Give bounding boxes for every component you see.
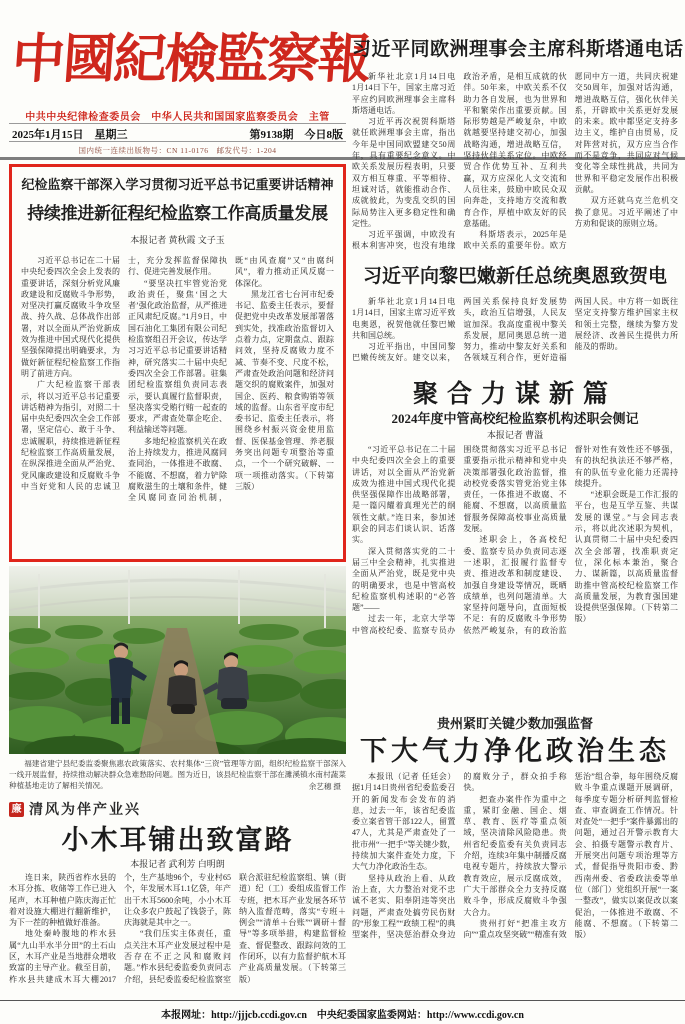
mushroom-article-body bbox=[9, 872, 346, 995]
footer-website-line: 本报网址：http://jjjcb.ccdi.gov.cn 中央纪委国家监委网站：http://www.ccdi.gov.cn bbox=[161, 1010, 524, 1021]
paragraph: 深入贯彻落实党的二十届三中全会精神，扎实推进全面从严治党，既是党中央的明确要求，也是中管高校纪检监察机构述职的“必答题”—— bbox=[352, 546, 456, 613]
europe-article-headline: 习近平同欧洲理事会主席科斯塔通电话 bbox=[352, 39, 684, 60]
photo-caption: 福建省建宁县纪委监委聚焦惠农政策落实、农村集体“三资”管理等方面，组织纪检监察干部深入一线开展监督，持续推动解决群众急难愁盼问题。图为近日，该县纪检监察干部在濉溪镇水南村蔬菜种植基地走访了解相关情况。 bbox=[9, 759, 346, 790]
photo-credit: 余艺穗 摄 bbox=[308, 782, 341, 791]
paragraph: 习近平再次祝贺科斯塔就任欧洲理事会主席，指出今年是中国同欧盟建交50周年，具有重要纪念意义。中欧关系发展历程表明，只要双方相互尊重、平等相待、坦诚对话，就能推动合作、成就彼此，为变乱交织的国际局势注入更多稳定性和确定性。 bbox=[352, 117, 456, 228]
paragraph: 新华社北京1月14日电 1月14日，国家主席习近平致电奥恩，祝贺他就任黎巴嫩共和国总统。 bbox=[352, 297, 464, 340]
mushroom-article-headline: 小木耳铺出致富路 bbox=[61, 825, 294, 855]
mushroom-article-byline: 本报记者 武利芳 白明朗 bbox=[130, 859, 225, 869]
paragraph: 双方还就乌克兰危机交换了意见。习近平阐述了中方劝和促谈的原则立场。 bbox=[574, 196, 678, 228]
paragraph: “习近平总书记在二十届中央纪委四次全会上的重要讲话，对以全面从严治党新成效为推进中国式现代化提供坚强保障作出战略部署，是一篇闪耀着真理光芒的纲领性文献。”连日来，参加述职会的同志们谈认识、话落实。 bbox=[352, 445, 456, 545]
guizhou-article-headline: 下大气力净化政治生态 bbox=[360, 736, 670, 766]
guizhou-article-body bbox=[352, 771, 678, 994]
lead-article-kicker: 纪检监察干部深入学习贯彻习近平总书记重要讲话精神 bbox=[21, 177, 334, 192]
paragraph: 多地纪检监察机关在政治上持续发力，推进风腐同查同治，一体推进不敢腐、不能腐、不想腐，着力铲除腐败滋生的土壤和条件，健全风腐同查同治机制，既“由风查腐”又“由腐纠风”，着力推动正风反腐一体深化。 bbox=[128, 256, 334, 503]
lebanon-article-headline: 习近平向黎巴嫩新任总统奥恩致贺电 bbox=[362, 266, 667, 287]
paragraph: 地处秦岭腹地的柞水县属“九山半水半分田”的土石山区，木耳产业是当地群众增收致富的主导产业。截至目前，柞水县共建成木耳大棚2017个，生产基地96个，专业村65个，年发展木耳1.1亿袋，年产出干木耳5600余吨，小小木耳让众多农户鼓起了钱袋子，陈庆海就是其中之一。 bbox=[9, 873, 231, 984]
paragraph: 科斯塔表示，2025年是欧中关系的重要年份。欧方愿同中方一道，共同庆祝建交50周年，加强对话沟通，增进战略互信，强化伙伴关系，开辟欧中关系更好发展的未来。欧中都坚定支持多边主义，维护自由贸易，反对阵营对抗，双方应当合作而不是竞争，共同应对气候变化等全球性挑战，共同为世界和平稳定发展作出积极贡献。 bbox=[463, 72, 678, 251]
issue-number: 第9138期 今日8版 bbox=[249, 129, 343, 141]
column-label: 清风为伴产业兴 bbox=[29, 803, 141, 818]
paragraph: 黑龙江省七台河市纪委书记、监委主任表示，要督促把党中央改革发展部署落到实处，找准政治监督切入点着力点，定期盘点、跟踪问效，坚持反腐败力度不减、节奏不变、尺度不松，严肃查处政治问题和经济问题交织的腐败案件，加强对国企、医药、粮食购销等领域的监督。山东省平度市纪委书记、监委主任表示，将围绕乡村振兴资金使用监督、医保基金管理、养老服务突出问题专项整治等重点，一个一个研究破解、一项一项推动落实。（下转第三版） bbox=[235, 289, 334, 491]
column-header bbox=[9, 799, 141, 819]
publication-code: 国内统一连续出版物号：CN 11-0176 邮发代号：1-204 bbox=[78, 146, 277, 155]
paragraph: 把查办案件作为重中之重，紧盯金融、国企、烟草、教育、医疗等重点领域，坚决清除风险隐患。贵州省纪委监委有关负责同志介绍，连续3年集中制播反腐电视专题片，持续放大警示教育效应，展示反腐成效，广大干部群众全力支持反腐败斗争，形成反腐败斗争强大合力。 bbox=[463, 794, 567, 917]
column-seal-icon: 廉 bbox=[9, 802, 24, 817]
publication-date: 2025年1月15日 星期三 bbox=[12, 129, 128, 141]
paragraph: 坚持从政治上看、从政治上查，大力整治对党不忠诚不老实、阳奉阴违等突出问题，严肃查处搞劳民伤财的“形象工程”“政绩工程”的典型案件，坚决惩治群众身边的腐败分子，群众拍手称快。 bbox=[352, 772, 567, 940]
masthead-dateline bbox=[9, 126, 346, 142]
meeting-article-byline: 本报记者 曹溢 bbox=[486, 430, 544, 440]
paragraph: 本报讯（记者 任廷会）据1月14日贵州省纪委监委召开的新闻发布会发布的消息，过去一年，该省纪委监委立案省管干部122人，留置47人，尤其是严肃查处了一批市州“一把手”等关键少数，持续加大案件查处力度，下大气力净化政治生态。 bbox=[352, 772, 456, 872]
paragraph: 习近平总书记在二十届中央纪委四次全会上发表的重要讲话，深刻分析党风廉政建设和反腐败斗争形势，对坚决打赢反腐败斗争攻坚战、持久战、总体战作出部署，对以全面从严治党新成效为推进中国式现代化提供坚强保障提出明确要求，为做好新征程纪检监察工作指明了前进方向。 bbox=[21, 256, 120, 378]
lead-article-headline: 持续推进新征程纪检监察工作高质量发展 bbox=[27, 204, 328, 223]
paragraph: 广大纪检监察干部表示，将以习近平总书记重要讲话精神为指引，对照二十届中央纪委四次全会工作部署，坚定信心、敢于斗争、忠诚履职，持续推进新征程纪检监察工作高质量发展，在纵深推进全面从严治党、党风廉政建设和反腐败斗争中当好党和人民的忠诚卫士，充分发挥监督保障执行、促进完善发展作用。 bbox=[21, 256, 227, 491]
lebanon-article-body bbox=[352, 296, 678, 376]
paragraph: 述职会上，各高校纪委、监察专员办负责同志逐一述职，汇报履行监督专责、推进改革和制度建设、加强自身建设等情况，既晒成绩单，也列问题清单。大家坚持问题导向，直面短板不足：有的反腐败斗争形势依然严峻复杂，有的政治监督针对性有效性还不够强，有的执纪执法还不够严格，有的队伍专业化能力还需持续提升。 bbox=[463, 445, 678, 635]
paragraph: 过去一年，北京大学等中管高校纪委、监察专员办围绕贯彻落实习近平总书记重要指示批示精神和党中央决策部署强化政治监督，推动校党委落实管党治党主体责任，一体推进不敢腐、不能腐、不想腐，以高质量监督服务保障高校事业高质量发展。 bbox=[352, 445, 567, 635]
masthead-supervisor-line: 中共中央纪律检查委员会 中华人民共和国国家监察委员会 主管 bbox=[25, 112, 330, 123]
meeting-article-body bbox=[352, 444, 678, 706]
paragraph: 习近平指出，中国同黎巴嫩传统友好。建交以来，两国关系保持良好发展势头，政治互信增强，人民友谊加深。我高度重视中黎关系发展，愿同奥恩总统一道努力，推动中黎友好关系和各领域互利合作，更好造福两国人民。中方将一如既往坚定支持黎方维护国家主权和领土完整，继续为黎方发展经济、改善民生提供力所能及的帮助。 bbox=[352, 297, 678, 363]
paragraph: 习近平强调，中欧没有根本利害冲突，也没有地缘政治矛盾，是相互成就的伙伴。50年来，中欧关系不仅助力各自发展，也为世界和平和繁荣作出重要贡献。国际形势越是严峻复杂，中欧就越要坚持建交初心，加强战略沟通，增进战略互信，坚持伙伴关系定位。中欧经贸合作优势互补、互利共赢，双方应深化人文交流和人员往来，鼓励中欧民众双向奔赴，支持地方交流和教育合作，厚植中欧友好的民意基础。 bbox=[352, 72, 567, 251]
lead-article-box bbox=[9, 164, 346, 562]
masthead-rule-top bbox=[9, 123, 346, 124]
lead-article-body bbox=[21, 255, 334, 543]
guizhou-article-kicker: 贵州紧盯关键少数加强监督 bbox=[436, 716, 593, 731]
paragraph: “我们压实主体责任，重点关注木耳产业发展过程中是否存在不正之风和腐败问题。”柞水县纪委监委负责同志介绍，县纪委监委纪检监察室联合派驻纪检监察组、镇（街道）纪（工）委组成监督工作专班，把木耳产业发展各环节纳入监督范畴，落实“专班＋例会”“清单＋台账”“调研＋督导”等多项举措，构建监督检查、督促整改、跟踪问效的工作闭环，以有力监督护航木耳产业高质量发展。（下转第三版） bbox=[124, 873, 346, 984]
meeting-article-subtitle: 2024年度中管高校纪检监察机构述职会侧记 bbox=[391, 411, 639, 426]
newspaper-masthead-title: 中國紀檢監察報 bbox=[9, 31, 372, 89]
masthead-rule-bottom bbox=[9, 141, 346, 142]
paragraph: “要坚决扛牢管党治党政治责任，聚焦‘国之大者’强化政治监督，从严推进正风肃纪反腐。”1月9日，中国石油化工集团有限公司纪检监察组召开会议，传达学习习近平总书记重要讲话精神，研究落实二十届中央纪委四次全会工作部署。驻集团纪检监察组负责同志表示，要认真履行监督职责，坚决落实受贿行贿一起查的要求，严肃查处靠企吃企、利益输送等问题。 bbox=[128, 278, 227, 435]
greenhouse-photo bbox=[9, 566, 346, 754]
paragraph: 连日来，陕西省柞水县的木耳分拣、收储等工作已进入尾声，木耳种植户陈庆海正忙着对设施大棚进行翻新维护，为下一茬的种植做好准备。 bbox=[9, 873, 116, 928]
footer-rule bbox=[0, 1000, 685, 1001]
europe-article-body bbox=[352, 71, 678, 252]
lead-article-byline: 本报记者 黄秋霞 文子玉 bbox=[130, 235, 225, 245]
paragraph: “述职会既是工作汇报的平台，也是互学互鉴、共谋发展的课堂。”与会同志表示，将以此次述职为契机，认真贯彻二十届中央纪委四次全会部署，找准职责定位，深化标本兼治，聚合力、谋新篇，以高质量监督助推中管高校纪检监察工作高质量发展，为教育强国建设提供坚强保障。（下转第二版） bbox=[574, 490, 678, 624]
meeting-article-headline: 聚合力谋新篇 bbox=[412, 381, 617, 408]
paragraph: 新华社北京1月14日电 1月14日下午，国家主席习近平应约同欧洲理事会主席科斯塔通电话。 bbox=[352, 72, 464, 115]
paragraph: 贵州打好“把准主攻方向”“重点攻坚突破”“精准有效惩治”组合拳，每年围绕反腐败斗争重点课题开展调研，每季度专题分析研判监督检查、审查调查工作情况。针对查处“一把手”案件暴露出的问题，通过召开警示教育大会、拍摄专题警示教育片、开展突出问题专项治理等方式，督促指导贵阳市委、黔西南州委、省委政法委等单位（部门）党组织开展“一案一整改”，做实以案促改以案促治，一体推进不敢腐、不能腐、不想腐。（下转第二版） bbox=[463, 772, 678, 940]
